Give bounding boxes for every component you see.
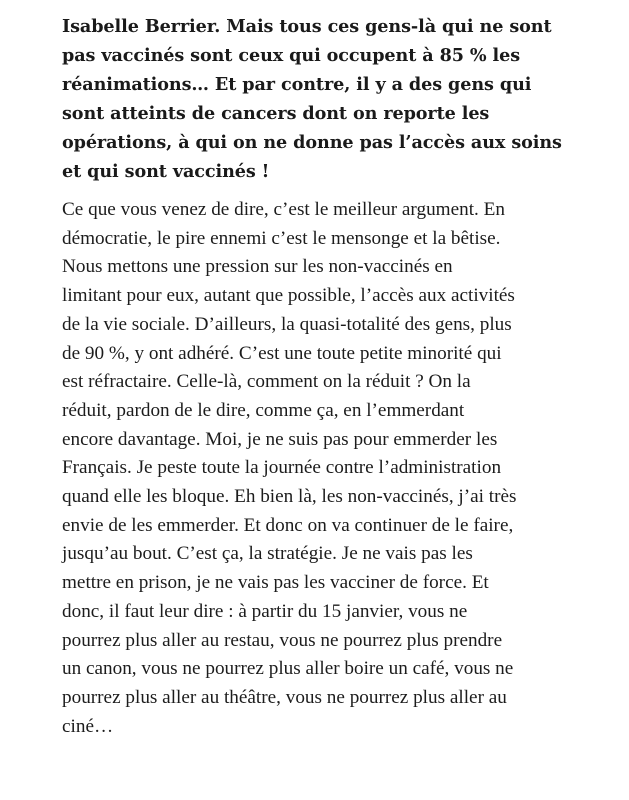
answer-line: un canon, vous ne pourrez plus aller boire un café, vous ne [62, 658, 514, 680]
interview-answer [62, 196, 592, 741]
answer-line: mettre en prison, je ne vais pas les vacciner de force. Et [62, 572, 489, 594]
answer-line: pourrez plus aller au théâtre, vous ne pourrez plus aller au [62, 686, 507, 708]
answer-line: pourrez plus aller au restau, vous ne pourrez plus prendre [62, 629, 503, 651]
answer-line: réduit, pardon de le dire, comme ça, en l’emmerdant [62, 399, 465, 421]
answer-line: Ce que vous venez de dire, c’est le meilleur argument. En [62, 199, 505, 220]
answer-line: de la vie sociale. D’ailleurs, la quasi-totalité des gens, plus [62, 313, 512, 335]
question-line: réanimations… Et par contre, il y a des gens qui [62, 74, 532, 95]
answer-line: Nous mettons une pression sur les non-vaccinés en [62, 256, 453, 278]
answer-line: quand elle les bloque. Eh bien là, les non-vaccinés, j’ai très [62, 486, 517, 508]
interview-question [62, 12, 592, 186]
answer-line: démocratie, le pire ennemi c’est le mensonge et la bêtise. [62, 227, 501, 249]
answer-line: jusqu’au bout. C’est ça, la stratégie. Je ne vais pas les [62, 543, 473, 565]
question-line: et qui sont vaccinés ! [62, 161, 270, 182]
question-line: opérations, à qui on ne donne pas l’accès aux soins [62, 132, 562, 153]
answer-line: limitant pour eux, autant que possible, l’accès aux activités [62, 285, 515, 307]
interview-article [62, 12, 592, 741]
answer-line: envie de les emmerder. Et donc on va continuer de le faire, [62, 514, 514, 536]
question-line: pas vaccinés sont ceux qui occupent à 85 % les [62, 45, 521, 66]
question-line: Isabelle Berrier. Mais tous ces gens-là qui ne sont [62, 16, 552, 37]
question-line: sont atteints de cancers dont on reporte les [62, 103, 490, 124]
answer-line: ciné… [62, 715, 114, 737]
answer-line: donc, il faut leur dire : à partir du 15 janvier, vous ne [62, 600, 468, 622]
answer-line: Français. Je peste toute la journée contre l’administration [62, 457, 502, 479]
answer-line: encore davantage. Moi, je ne suis pas pour emmerder les [62, 428, 498, 450]
answer-line: de 90 %, y ont adhéré. C’est une toute petite minorité qui [62, 342, 502, 364]
answer-line: est réfractaire. Celle-là, comment on la réduit ? On la [62, 371, 471, 393]
